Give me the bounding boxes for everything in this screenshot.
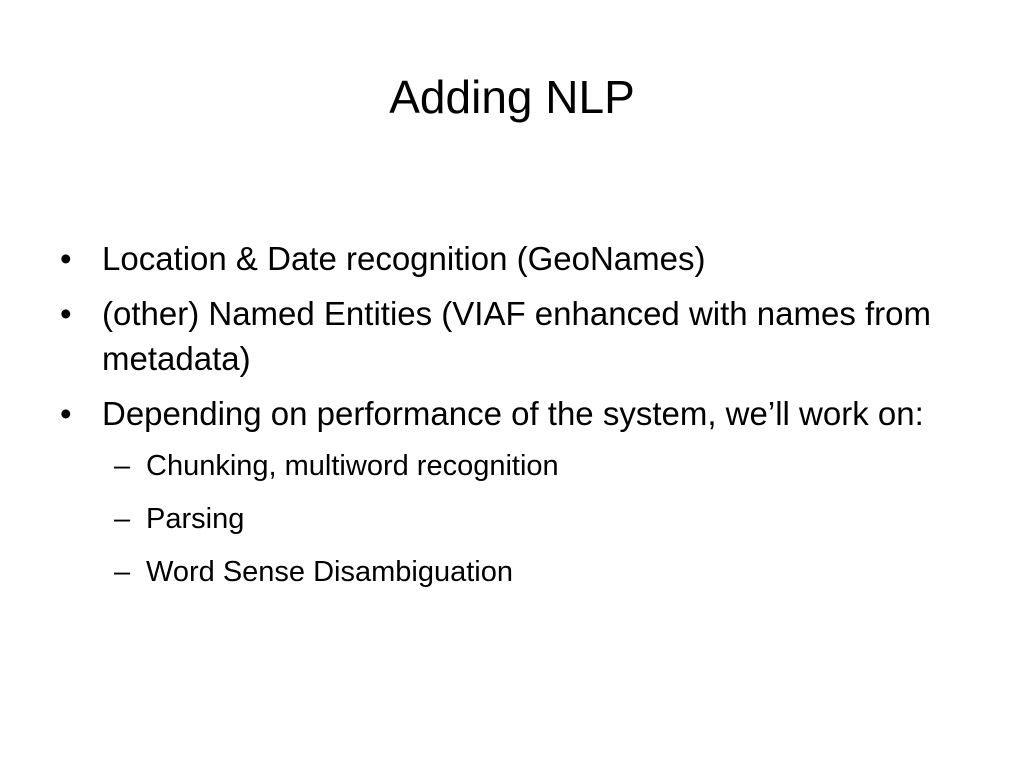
sub-bullet-item: [60, 446, 960, 486]
bullet-marker: •: [60, 240, 72, 277]
bullet-text: (other) Named Entities (VIAF enhanced with names from metadata): [102, 295, 932, 377]
sub-bullet-list: [60, 446, 960, 592]
sub-bullet-text: Parsing: [146, 503, 245, 535]
sub-bullet-marker: –: [114, 450, 131, 482]
sub-bullet-text: Chunking, multiword recognition: [146, 450, 559, 482]
sub-bullet-item: [60, 499, 960, 539]
sub-bullet-item: [60, 552, 960, 592]
bullet-item: [60, 291, 960, 381]
bullet-list: [60, 236, 960, 605]
sub-bullet-text: Word Sense Disambiguation: [146, 556, 513, 588]
slide-title: Adding NLP: [389, 71, 635, 123]
bullet-item: [60, 391, 960, 436]
sub-bullet-marker: –: [114, 556, 131, 588]
bullet-text: Location & Date recognition (GeoNames): [102, 240, 706, 277]
bullet-marker: •: [60, 395, 72, 432]
bullet-text: Depending on performance of the system, we’ll work on:: [102, 395, 924, 432]
bullet-item: [60, 236, 960, 281]
sub-bullet-marker: –: [114, 503, 131, 535]
bullet-marker: •: [60, 295, 72, 332]
